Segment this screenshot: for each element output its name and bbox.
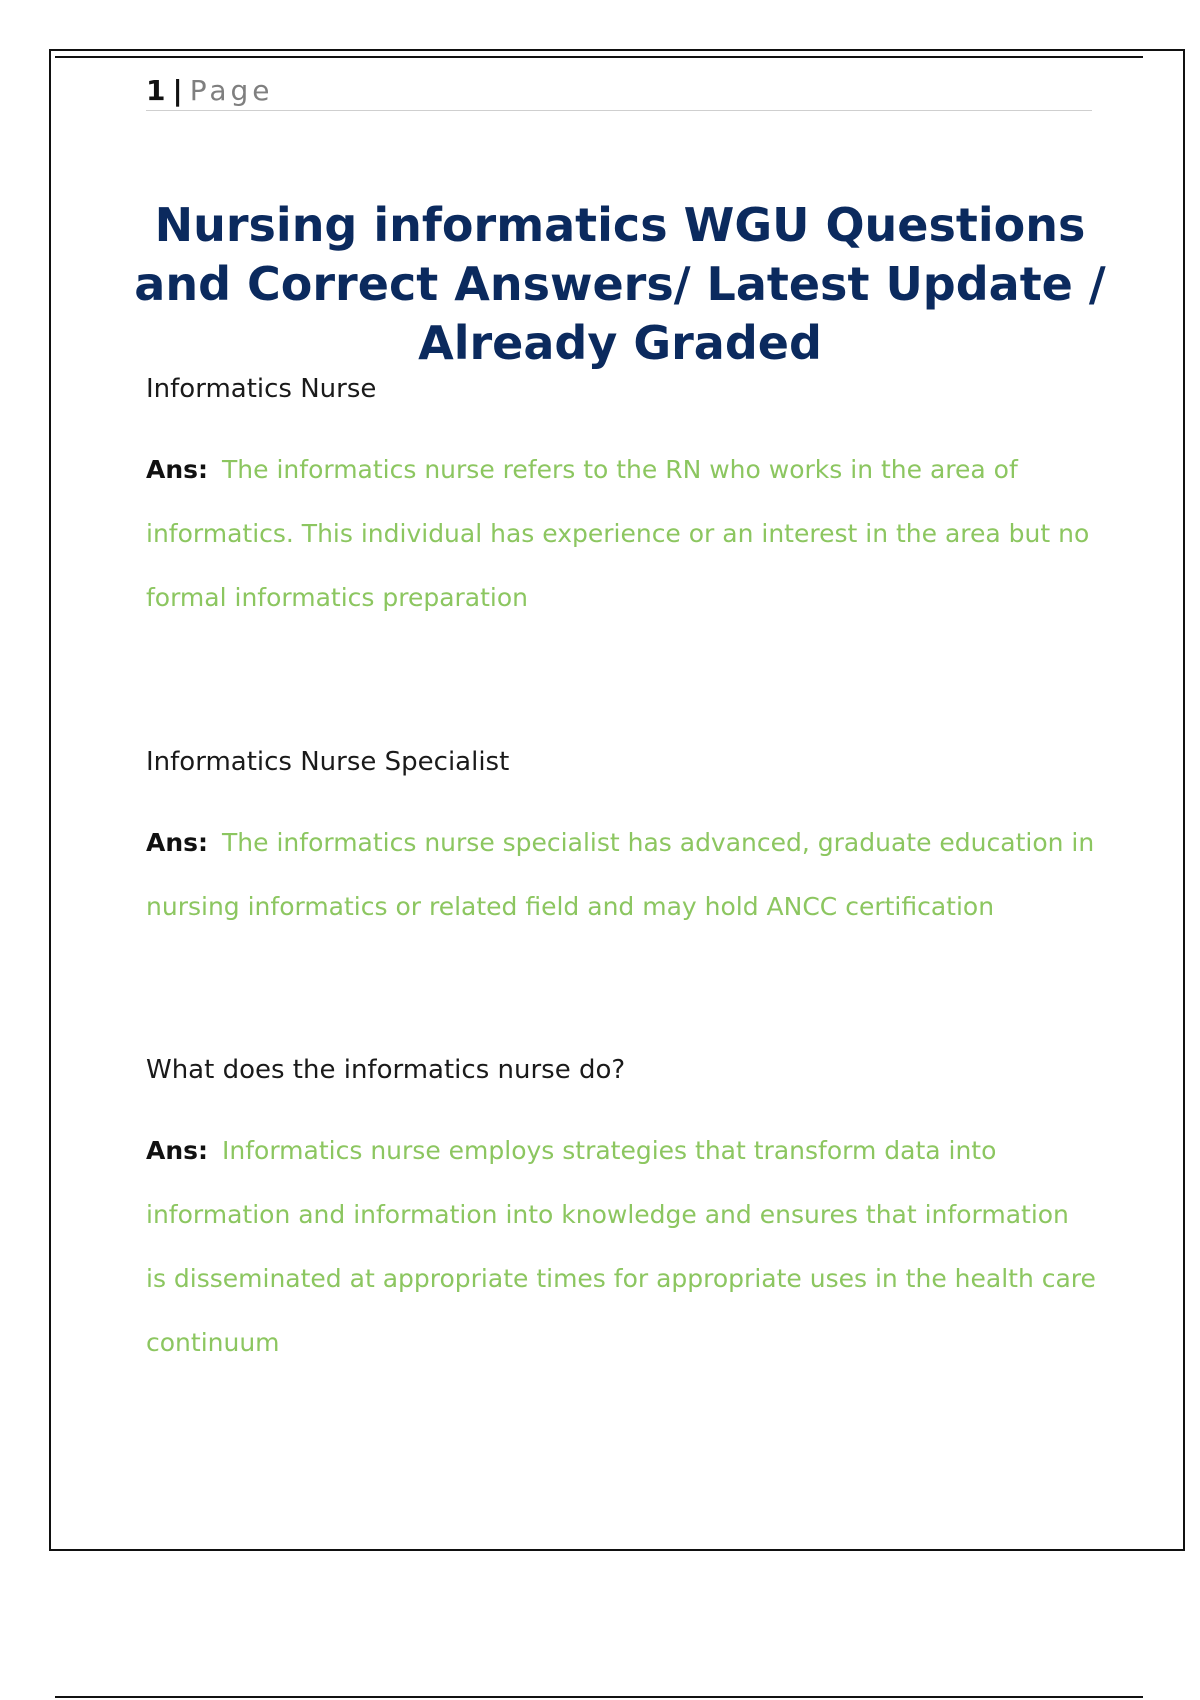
question-text: Informatics Nurse <box>146 374 377 404</box>
qa-block-3 <box>146 1053 1096 1375</box>
bottom-rule <box>55 1696 1143 1698</box>
answer-label: Ans: <box>146 455 209 484</box>
answer-text <box>146 438 1096 630</box>
qa-block-1 <box>146 372 1096 630</box>
answer-body: Informatics nurse employs strategies that transform data into information and information into knowledge and ensures that information is disseminated at appropriate times for appropriate uses in the health care continuum <box>146 1136 1096 1357</box>
qa-block-2 <box>146 745 1096 939</box>
answer-text <box>146 811 1096 939</box>
page-number: 1 <box>146 74 167 107</box>
top-rule <box>55 56 1143 58</box>
answer-label: Ans: <box>146 828 209 857</box>
question-text: What does the informatics nurse do? <box>146 1055 626 1085</box>
answer-text <box>146 1119 1096 1375</box>
answer-body: The informatics nurse specialist has advanced, graduate education in nursing informatics or related field and may hold ANCC certification <box>146 828 1095 921</box>
page-word: Page <box>189 74 274 107</box>
header-separator: | <box>172 74 184 107</box>
answer-body: The informatics nurse refers to the RN who works in the area of informatics. This individual has experience or an interest in the area but no formal informatics preparation <box>146 455 1090 612</box>
document-title: Nursing informatics WGU Questions and Correct Answers/ Latest Update / Already Graded <box>134 198 1106 370</box>
page-header <box>146 74 1092 111</box>
question-text: Informatics Nurse Specialist <box>146 747 510 777</box>
answer-label: Ans: <box>146 1136 209 1165</box>
